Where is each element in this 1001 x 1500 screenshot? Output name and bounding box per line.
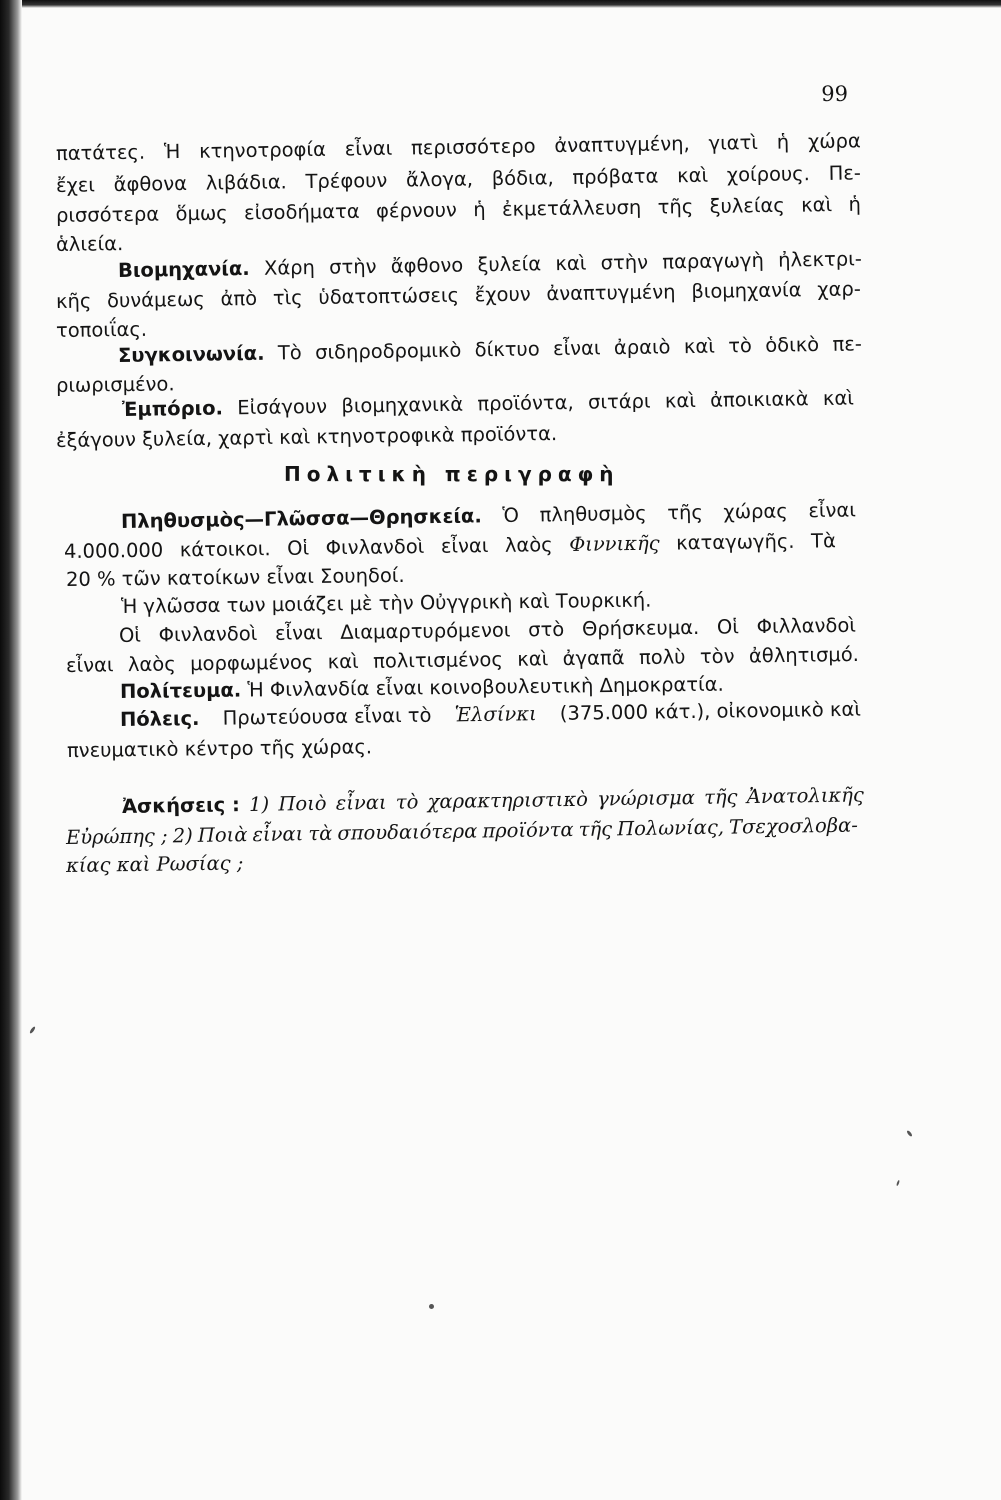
italic-word: τῆς (703, 785, 738, 809)
page-number: 99 (821, 82, 848, 106)
word: πληθυσμὸς (539, 501, 647, 527)
word: Ἡ Φινλανδία εἶναι κοινοβουλευτικὴ Δημοκρατία. (247, 672, 724, 702)
word: χαρ- (817, 277, 862, 302)
word: ριωρισμένο. (55, 372, 175, 397)
word: ἔχει (55, 173, 96, 197)
word: ἄλογα, (405, 167, 474, 192)
word: ἀποικιακὰ (710, 387, 809, 412)
word: εἶναι (65, 653, 114, 677)
word: γιατὶ (708, 130, 759, 155)
word: εἶναι (274, 621, 323, 645)
run-in-heading-population: Πληθυσμὸς—Γλῶσσα—Θρησκεία. (120, 504, 482, 533)
word: ἄφθονα (113, 171, 188, 197)
word: βόδια, (491, 166, 554, 191)
run-in-heading-industry: Βιομηχανία. (117, 256, 250, 282)
word: Πρωτεύουσα εἶναι τὸ (222, 703, 432, 730)
word: σιτάρι (587, 389, 651, 414)
word: περισσότερο (410, 134, 536, 160)
word: ἄφθονο (390, 253, 464, 278)
word: Φιλλανδοὶ (756, 613, 857, 639)
speck (896, 1180, 900, 1186)
italic-word: κίας καὶ Ρωσίας ; (65, 851, 244, 877)
word: τῆς (657, 195, 694, 219)
scan-edge-top (0, 0, 1001, 8)
text-line (56, 417, 861, 454)
word: βιομηχανικὰ (341, 392, 464, 418)
word: πε- (832, 332, 863, 356)
word: καὶ (664, 388, 697, 413)
italic-word: Ἑλσίνκι (454, 702, 537, 727)
word: τὸν (699, 644, 735, 669)
word: Οἱ (118, 623, 142, 647)
word: (375.000 κάτ.), οἰκονομικὸ καὶ (559, 697, 862, 725)
word: ξυλεία (477, 252, 542, 277)
italic-word: τῆς (578, 817, 613, 841)
word: χώρα (807, 129, 861, 154)
word: εἶναι (440, 534, 489, 558)
word: λιβάδια. (205, 170, 287, 195)
word: μορφωμένος (189, 650, 314, 676)
word: Οἱ (716, 615, 740, 639)
word: φέρνουν (375, 198, 458, 223)
word: κῆς (55, 289, 92, 313)
word: καταγωγῆς. (676, 529, 795, 555)
italic-word: Ποιὸ (278, 791, 327, 816)
word: Πε- (828, 161, 862, 185)
word: ἀθλητισμό. (748, 642, 860, 668)
word: ρισσότερα (55, 202, 160, 227)
section-heading: Πολιτικὴ περιγραφὴ (284, 462, 620, 486)
word: Χάρη (263, 255, 316, 280)
italic-word: Ἀνατολικῆς (746, 783, 864, 809)
word: ἐκμετάλλευση (501, 195, 642, 221)
italic-word: τὰ (308, 821, 333, 846)
word: Φινλανδοὶ (325, 534, 425, 560)
run-in-heading-transport: Συγκοινωνία. (117, 341, 265, 367)
italic-word: 1) (248, 792, 270, 817)
word: ἠλεκτρι- (777, 247, 862, 272)
word: Οἱ (287, 536, 310, 560)
word: Διαμαρτυρόμενοι (340, 618, 511, 644)
word: τὸ (728, 334, 753, 358)
word: λαὸς (504, 533, 553, 557)
word: ὑδατοπτώσεις (318, 283, 460, 309)
word: προϊόντα, (477, 390, 574, 416)
word: Ὁ (502, 503, 520, 528)
word: Εἰσάγουν (237, 394, 328, 420)
word: ξυλείας (709, 193, 785, 218)
text-line (56, 128, 861, 167)
word: καὶ (555, 251, 587, 276)
italic-word: 2) (172, 824, 193, 848)
word: στὴν (329, 254, 377, 279)
word: καὶ (327, 649, 359, 674)
word: κάτοικοι. (179, 537, 271, 562)
word: ἁλιεία. (55, 232, 124, 256)
word: παραγωγὴ (662, 248, 765, 274)
italic-word: χαρακτηριστικὸ (427, 787, 589, 814)
italic-word: προϊόντα (482, 818, 574, 843)
word: εἶναι (552, 336, 601, 361)
scan-edge-left (0, 0, 22, 1500)
word: ὁδικὸ (765, 332, 820, 357)
italic-word: εἶναι (252, 822, 304, 847)
italic-word: εἶναι (335, 790, 387, 815)
text-line (67, 728, 872, 764)
italic-word: Πολωνίας, (617, 815, 725, 841)
word: καὶ (822, 386, 855, 410)
word: 20 % τῶν κατοίκων εἶναι Σουηδοί. (65, 563, 405, 591)
italic-word: Εὐρώπης ; (65, 824, 168, 849)
word: καὶ (683, 334, 716, 359)
word: πολιτισμένος (372, 647, 504, 673)
speck (29, 1026, 36, 1034)
word: ἀναπτυγμένη, (554, 132, 690, 158)
run-in-heading-government: Πολίτευμα. (119, 678, 242, 703)
word: δίκτυο (474, 337, 540, 362)
word: εἶναι (808, 498, 857, 523)
italic-word: γνώρισμα (596, 786, 696, 811)
word: εἰσοδήματα (243, 199, 360, 225)
word: ἡ (848, 192, 862, 216)
word: Ἡ (163, 140, 181, 164)
word: Φινλανδοὶ (158, 622, 258, 647)
word: Τὰ (810, 529, 837, 553)
speck (429, 1304, 434, 1309)
run-in-heading-exercises: Ἀσκήσεις : (121, 793, 240, 818)
word: τῆς (667, 500, 703, 525)
word: ἡ (473, 198, 486, 222)
word: πατάτες. (55, 140, 146, 165)
word: 4.000.000 (63, 538, 164, 563)
word: ἔχουν (474, 282, 531, 307)
word: ἀναπτυγμένη (546, 280, 676, 306)
word: καὶ (517, 647, 549, 671)
word: Θρήσκευμα. (581, 615, 700, 641)
italic-word: Ποιὰ (197, 823, 248, 847)
word: στὸ (528, 617, 565, 642)
word: βιομηχανία (691, 278, 802, 304)
word: ἀπὸ (220, 286, 258, 311)
word: χοίρους. (726, 162, 811, 187)
word: στὴν (600, 250, 649, 275)
run-in-heading-cities: Πόλεις. (119, 706, 200, 731)
italic-word: Φιννικῆς (569, 531, 660, 556)
word: δυνάμεως (106, 287, 205, 313)
word: Ἡ γλῶσσα των μοιάζει μὲ τὴν Οὐγγρικὴ καὶ Τουρκική. (120, 588, 652, 618)
word: χώρας (723, 499, 788, 524)
word: πνευματικὸ κέντρο τῆς χώρας. (66, 735, 373, 762)
word: κτηνοτροφία (198, 137, 327, 163)
word: Τὸ (277, 341, 302, 365)
word: ὅμως (175, 201, 228, 226)
word: ἡ (776, 130, 790, 154)
word: πολὺ (638, 645, 686, 669)
word: πρόβατα (572, 164, 659, 189)
italic-word: τὸ (395, 790, 419, 814)
italic-word: Τσεχοσλοβα- (728, 813, 859, 839)
word: ἀραιὸ (613, 335, 671, 360)
word: τὶς (272, 286, 303, 310)
word: Τρέφουν (305, 168, 388, 194)
word: καὶ (801, 193, 833, 217)
word: καὶ (676, 163, 709, 188)
word: εἶναι (344, 136, 393, 161)
run-in-heading-trade: Ἐμπόριο. (121, 396, 224, 421)
italic-word: σπουδαιότερα (337, 819, 478, 845)
word: σιδηροδρομικὸ (314, 338, 462, 364)
word: τοποιΐας. (55, 317, 148, 342)
word: λαὸς (127, 652, 176, 677)
word: ἐξάγουν ξυλεία, χαρτὶ καὶ κτηνοτροφικὰ προϊόντα. (55, 422, 558, 452)
word: ἀγαπᾶ (562, 646, 625, 671)
speck (906, 1130, 913, 1137)
